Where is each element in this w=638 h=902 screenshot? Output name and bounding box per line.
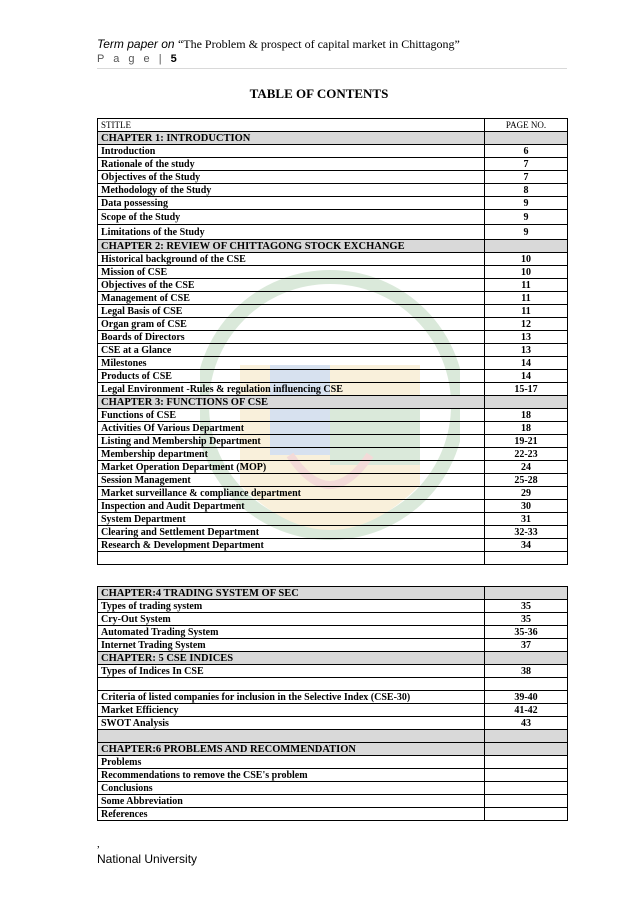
toc-row xyxy=(98,613,568,626)
header-divider xyxy=(97,68,567,69)
page-header xyxy=(97,37,460,52)
toc-entry-page: 32-33 xyxy=(485,526,568,539)
toc-row xyxy=(98,665,568,678)
toc-row xyxy=(98,184,568,197)
toc-entry-page xyxy=(485,587,568,600)
toc-row xyxy=(98,292,568,305)
toc-entry-title: Objectives of the Study xyxy=(98,171,485,184)
toc-entry-title: Types of Indices In CSE xyxy=(98,665,485,678)
toc-entry-page xyxy=(485,552,568,565)
toc-entry-title: Recommendations to remove the CSE's problem xyxy=(98,769,485,782)
toc-entry-page: 41-42 xyxy=(485,704,568,717)
page-separator: | xyxy=(152,53,171,65)
toc-entry-page: 29 xyxy=(485,487,568,500)
toc-entry-title: Clearing and Settlement Department xyxy=(98,526,485,539)
toc-row xyxy=(98,626,568,639)
toc-entry-title: Rationale of the study xyxy=(98,158,485,171)
toc-row xyxy=(98,305,568,318)
toc-entry-page xyxy=(485,795,568,808)
toc-row xyxy=(98,383,568,396)
toc-row xyxy=(98,253,568,266)
toc-row xyxy=(98,500,568,513)
page-number xyxy=(97,53,177,65)
toc-title: TABLE OF CONTENTS xyxy=(249,86,389,101)
toc-entry-title: CHAPTER:4 TRADING SYSTEM OF SEC xyxy=(98,587,485,600)
toc-entry-page: 9 xyxy=(485,210,568,225)
toc-chapter-row xyxy=(98,240,568,253)
toc-row xyxy=(98,210,568,225)
toc-entry-page: 6 xyxy=(485,145,568,158)
toc-entry-page xyxy=(485,132,568,145)
toc-entry-page: 12 xyxy=(485,318,568,331)
toc-row xyxy=(98,782,568,795)
toc-entry-page: 35-36 xyxy=(485,626,568,639)
toc-entry-page xyxy=(485,652,568,665)
toc-row xyxy=(98,318,568,331)
toc-entry-title: Functions of CSE xyxy=(98,409,485,422)
toc-entry-title xyxy=(98,552,485,565)
toc-chapter-row xyxy=(98,587,568,600)
toc-entry-page: 24 xyxy=(485,461,568,474)
toc-entry-title: Methodology of the Study xyxy=(98,184,485,197)
toc-entry-page: 18 xyxy=(485,409,568,422)
toc-entry-page: 35 xyxy=(485,600,568,613)
toc-row xyxy=(98,474,568,487)
toc-row xyxy=(98,795,568,808)
toc-entry-page xyxy=(485,808,568,821)
toc-entry-title: Mission of CSE xyxy=(98,266,485,279)
toc-chapter-row xyxy=(98,743,568,756)
toc-entry-page: 7 xyxy=(485,171,568,184)
toc-row xyxy=(98,409,568,422)
toc-entry-title: Milestones xyxy=(98,357,485,370)
page-number-value: 5 xyxy=(170,53,177,65)
toc-row xyxy=(98,225,568,240)
toc-row xyxy=(98,487,568,500)
toc-row xyxy=(98,370,568,383)
toc-entry-title: CHAPTER: 5 CSE INDICES xyxy=(98,652,485,665)
toc-entry-title: Objectives of the CSE xyxy=(98,279,485,292)
toc-entry-title: Boards of Directors xyxy=(98,331,485,344)
toc-row xyxy=(98,526,568,539)
toc-entry-title: Automated Trading System xyxy=(98,626,485,639)
toc-chapter-row xyxy=(98,652,568,665)
toc-row xyxy=(98,357,568,370)
toc-entry-page xyxy=(485,240,568,253)
toc-entry-title: Internet Trading System xyxy=(98,639,485,652)
toc-entry-title: Legal Environment -Rules & regulation influencing CSE xyxy=(98,383,485,396)
toc-table-1 xyxy=(97,118,568,565)
toc-entry-title: Scope of the Study xyxy=(98,210,485,225)
toc-entry-page: 13 xyxy=(485,331,568,344)
toc-row xyxy=(98,552,568,565)
toc-row xyxy=(98,331,568,344)
toc-entry-page: 38 xyxy=(485,665,568,678)
toc-entry-title: Membership department xyxy=(98,448,485,461)
toc-entry-page: 18 xyxy=(485,422,568,435)
toc-entry-page: 7 xyxy=(485,158,568,171)
toc-row xyxy=(98,717,568,730)
toc-entry-title: Session Management xyxy=(98,474,485,487)
toc-entry-title: Some Abbreviation xyxy=(98,795,485,808)
toc-row xyxy=(98,678,568,691)
toc-entry-title: Market Operation Department (MOP) xyxy=(98,461,485,474)
toc-table-2 xyxy=(97,586,568,821)
toc-entry-page xyxy=(485,396,568,409)
header-title: “The Problem & prospect of capital market in Chittagong” xyxy=(177,37,460,51)
toc-row xyxy=(98,422,568,435)
toc-entry-page: 13 xyxy=(485,344,568,357)
toc-entry-page: 8 xyxy=(485,184,568,197)
toc-chapter-row xyxy=(98,132,568,145)
toc-entry-title: Cry-Out System xyxy=(98,613,485,626)
toc-entry-title: Problems xyxy=(98,756,485,769)
toc-entry-title: Inspection and Audit Department xyxy=(98,500,485,513)
toc-entry-page: 9 xyxy=(485,197,568,210)
toc-entry-page: 9 xyxy=(485,225,568,240)
toc-entry-page xyxy=(485,756,568,769)
toc-row xyxy=(98,769,568,782)
toc-row xyxy=(98,461,568,474)
toc-entry-page xyxy=(485,743,568,756)
toc-entry-page xyxy=(485,782,568,795)
toc-entry-page: 35 xyxy=(485,613,568,626)
toc-row xyxy=(98,448,568,461)
toc-row xyxy=(98,704,568,717)
toc-entry-page: 11 xyxy=(485,305,568,318)
toc-entry-title xyxy=(98,678,485,691)
toc-entry-page: 25-28 xyxy=(485,474,568,487)
toc-entry-page: 31 xyxy=(485,513,568,526)
toc-entry-page xyxy=(485,769,568,782)
toc-entry-page: 39-40 xyxy=(485,691,568,704)
toc-row xyxy=(98,539,568,552)
toc-entry-title: STITLE xyxy=(98,119,485,132)
toc-entry-page: 10 xyxy=(485,253,568,266)
toc-entry-title: Types of trading system xyxy=(98,600,485,613)
toc-entry-title: Data possessing xyxy=(98,197,485,210)
toc-entry-title: Legal Basis of CSE xyxy=(98,305,485,318)
toc-entry-title: Management of CSE xyxy=(98,292,485,305)
toc-row xyxy=(98,158,568,171)
toc-row xyxy=(98,435,568,448)
toc-row xyxy=(98,266,568,279)
toc-row xyxy=(98,513,568,526)
page-label: P a g e xyxy=(97,53,153,65)
header-prefix: Term paper on xyxy=(97,37,178,51)
toc-entry-title: Introduction xyxy=(98,145,485,158)
toc-entry-page xyxy=(485,730,568,743)
toc-entry-page: 15-17 xyxy=(485,383,568,396)
toc-entry-title: CHAPTER 2: REVIEW OF CHITTAGONG STOCK EXCHANGE xyxy=(98,240,485,253)
toc-entry-page: PAGE NO. xyxy=(485,119,568,132)
toc-entry-page: 19-21 xyxy=(485,435,568,448)
toc-chapter-row xyxy=(98,396,568,409)
toc-entry-title: Criteria of listed companies for inclusion in the Selective Index (CSE-30) xyxy=(98,691,485,704)
toc-entry-title: Conclusions xyxy=(98,782,485,795)
toc-entry-page xyxy=(485,678,568,691)
toc-entry-title: CHAPTER 3: FUNCTIONS OF CSE xyxy=(98,396,485,409)
toc-entry-title: Products of CSE xyxy=(98,370,485,383)
toc-row xyxy=(98,600,568,613)
toc-entry-title: SWOT Analysis xyxy=(98,717,485,730)
toc-entry-page: 11 xyxy=(485,279,568,292)
toc-entry-title: Market surveillance & compliance department xyxy=(98,487,485,500)
toc-entry-page: 14 xyxy=(485,357,568,370)
toc-entry-title: Limitations of the Study xyxy=(98,225,485,240)
toc-entry-page: 30 xyxy=(485,500,568,513)
toc-row xyxy=(98,145,568,158)
toc-entry-title: CHAPTER:6 PROBLEMS AND RECOMMENDATION xyxy=(98,743,485,756)
toc-entry-page: 43 xyxy=(485,717,568,730)
toc-entry-title: CHAPTER 1: INTRODUCTION xyxy=(98,132,485,145)
toc-entry-title: Activities Of Various Department xyxy=(98,422,485,435)
toc-entry-title: CSE at a Glance xyxy=(98,344,485,357)
toc-entry-title: Research & Development Department xyxy=(98,539,485,552)
toc-entry-page: 22-23 xyxy=(485,448,568,461)
toc-entry-page: 10 xyxy=(485,266,568,279)
toc-row xyxy=(98,639,568,652)
toc-row xyxy=(98,808,568,821)
toc-entry-title: System Department xyxy=(98,513,485,526)
footer-comma: , xyxy=(97,838,100,850)
toc-row xyxy=(98,279,568,292)
toc-entry-title: References xyxy=(98,808,485,821)
toc-row xyxy=(98,691,568,704)
toc-entry-page: 34 xyxy=(485,539,568,552)
toc-row xyxy=(98,171,568,184)
toc-entry-page: 11 xyxy=(485,292,568,305)
toc-header-row xyxy=(98,119,568,132)
footer-org: National University xyxy=(97,852,198,866)
toc-entry-page: 14 xyxy=(485,370,568,383)
toc-row xyxy=(98,344,568,357)
toc-row xyxy=(98,197,568,210)
toc-row xyxy=(98,756,568,769)
toc-entry-title: Organ gram of CSE xyxy=(98,318,485,331)
toc-entry-title: Market Efficiency xyxy=(98,704,485,717)
toc-entry-title: Historical background of the CSE xyxy=(98,253,485,266)
toc-entry-title: Listing and Membership Department xyxy=(98,435,485,448)
toc-chapter-row xyxy=(98,730,568,743)
toc-entry-title xyxy=(98,730,485,743)
toc-entry-page: 37 xyxy=(485,639,568,652)
